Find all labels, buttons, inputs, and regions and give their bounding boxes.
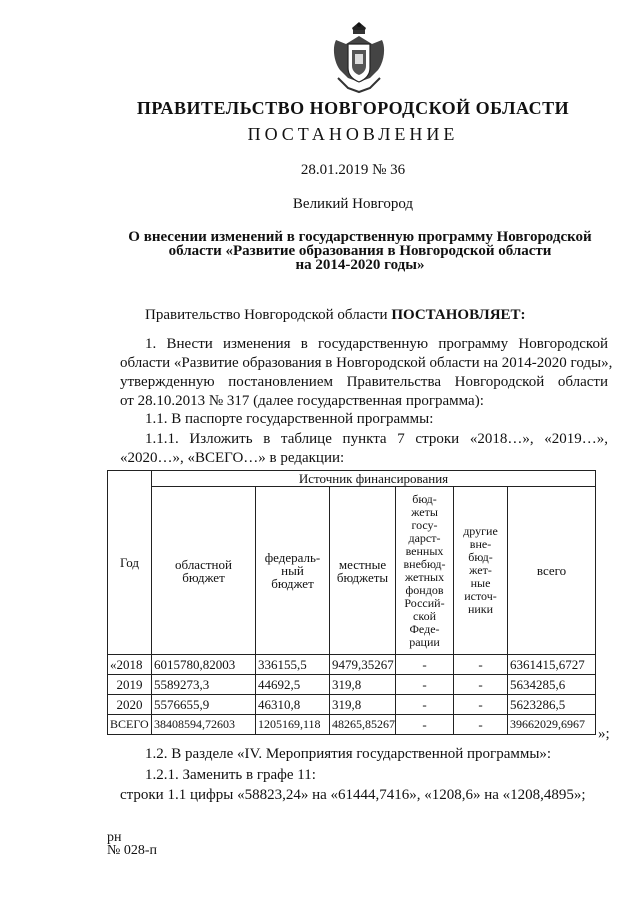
header-offbudget-line: бюд- <box>412 491 437 506</box>
subject-line: на 2014-2020 годы» <box>295 257 425 273</box>
cell-total: 39662029,6967 <box>508 715 596 735</box>
header-other-line: вне- <box>469 537 492 551</box>
date-and-number: 28.01.2019 № 36 <box>300 162 406 178</box>
header-other-line: жет- <box>469 563 492 577</box>
header-other-line: ные <box>470 576 491 590</box>
header-local-line: местные <box>338 556 387 572</box>
paragraph-1-line: 1. Внести изменения в государственную программу Новгородской <box>145 336 608 352</box>
header-other-line: другие <box>463 524 498 538</box>
cell-federal: 336155,5 <box>256 655 330 675</box>
header-other-sources <box>454 487 508 655</box>
paragraph-1-1-1-line: «2020…», «ВСЕГО…» в редакции: <box>120 450 345 466</box>
cell-offbudget: - <box>396 655 454 675</box>
table-row <box>108 695 596 715</box>
header-total: всего <box>508 487 596 655</box>
header-financing-source: Источник финансирования <box>152 471 596 487</box>
coat-of-arms-emblem <box>328 18 390 96</box>
document-subject <box>110 230 610 272</box>
header-federal-line: ный <box>281 563 304 578</box>
cell-offbudget: - <box>396 715 454 735</box>
registry-number: № 028-п <box>107 843 158 858</box>
header-other-line: бюд- <box>468 550 493 564</box>
header-offbudget-funds <box>396 487 454 655</box>
paragraph-1-2-1: 1.2.1. Заменить в графе 11: <box>145 767 316 783</box>
cell-total: 6361415,6727 <box>508 655 596 675</box>
header-federal-line: бюджет <box>271 576 314 591</box>
paragraph-1-1: 1.1. В паспорте государственной программы: <box>145 411 434 427</box>
cell-regional: 38408594,72603 <box>152 715 256 735</box>
cell-total: 5623286,5 <box>508 695 596 715</box>
table-closing-quote: »; <box>598 726 610 742</box>
header-offbudget-line: Феде- <box>409 621 440 636</box>
header-other-line: ники <box>467 602 494 616</box>
cell-year: 2019 <box>108 675 152 695</box>
cell-other: - <box>454 655 508 675</box>
header-other-line: источ- <box>464 589 497 603</box>
cell-other: - <box>454 675 508 695</box>
table-row <box>108 655 596 675</box>
header-offbudget-line: ской <box>413 608 436 623</box>
cell-offbudget: - <box>396 695 454 715</box>
paragraph-1-line: области «Развитие образования в Новгородской области на 2014-2020 годы», <box>120 355 613 371</box>
city-name: Великий Новгород <box>292 196 414 212</box>
header-federal-line: федераль- <box>264 550 321 565</box>
cell-regional: 5589273,3 <box>152 675 256 695</box>
header-offbudget-line: фондов <box>405 582 444 597</box>
cell-year: 2020 <box>108 695 152 715</box>
organization-name: ПРАВИТЕЛЬСТВО НОВГОРОДСКОЙ ОБЛАСТИ <box>136 98 570 118</box>
cell-local: 9479,35267 <box>330 655 396 675</box>
table-row <box>108 715 596 735</box>
document-type: ПОСТАНОВЛЕНИЕ <box>247 124 459 144</box>
financing-table <box>107 470 596 735</box>
cell-year: «2018 <box>108 655 152 675</box>
header-offbudget-line: госу- <box>411 517 438 532</box>
cell-local: 319,8 <box>330 675 396 695</box>
paragraph-1-1-1-line: 1.1.1. Изложить в таблице пункта 7 строки «2018…», «2019…», <box>145 431 608 447</box>
header-offbudget-line: жетных <box>404 569 445 584</box>
paragraph-1-line: утвержденную постановлением Правительства Новгородской области <box>120 374 608 390</box>
intro-text: Правительство Новгородской области <box>145 307 392 323</box>
resolution-intro <box>145 306 526 325</box>
cell-local: 48265,85267 <box>330 715 396 735</box>
cell-year: ВСЕГО <box>108 715 152 735</box>
subject-line: области «Развитие образования в Новгородской области <box>168 243 552 259</box>
intro-resolves: ПОСТАНОВЛЯЕТ: <box>391 307 526 323</box>
table-row <box>108 675 596 695</box>
cell-offbudget: - <box>396 675 454 695</box>
header-year: Год <box>108 471 152 655</box>
registry-mark: рн <box>107 830 122 845</box>
header-federal-budget <box>256 487 330 655</box>
cell-federal: 1205169,118 <box>256 715 330 735</box>
paragraph-1-2-1-rows: строки 1.1 цифры «58823,24» на «61444,7416», «1208,6» на «1208,4895»; <box>120 787 586 803</box>
cell-regional: 6015780,82003 <box>152 655 256 675</box>
header-offbudget-line: дарст- <box>408 530 441 545</box>
cell-local: 319,8 <box>330 695 396 715</box>
header-regional-budget: областной бюджет <box>152 487 256 655</box>
header-offbudget-line: венных <box>405 543 444 558</box>
header-offbudget-line: внебюд- <box>403 556 446 571</box>
paragraph-1-line: от 28.10.2013 № 317 (далее государственная программа): <box>120 393 484 409</box>
cell-other: - <box>454 715 508 735</box>
cell-other: - <box>454 695 508 715</box>
paragraph-1-2: 1.2. В разделе «IV. Мероприятия государственной программы»: <box>145 746 552 762</box>
header-offbudget-line: Россий- <box>404 595 445 610</box>
cell-federal: 44692,5 <box>256 675 330 695</box>
subject-line: О внесении изменений в государственную программу Новгородской <box>128 229 592 245</box>
header-local-line: бюджеты <box>336 569 389 585</box>
cell-federal: 46310,8 <box>256 695 330 715</box>
header-offbudget-line: жеты <box>411 504 438 519</box>
header-local-budgets <box>330 487 396 655</box>
header-offbudget-line: рации <box>409 634 440 649</box>
cell-total: 5634285,6 <box>508 675 596 695</box>
cell-regional: 5576655,9 <box>152 695 256 715</box>
